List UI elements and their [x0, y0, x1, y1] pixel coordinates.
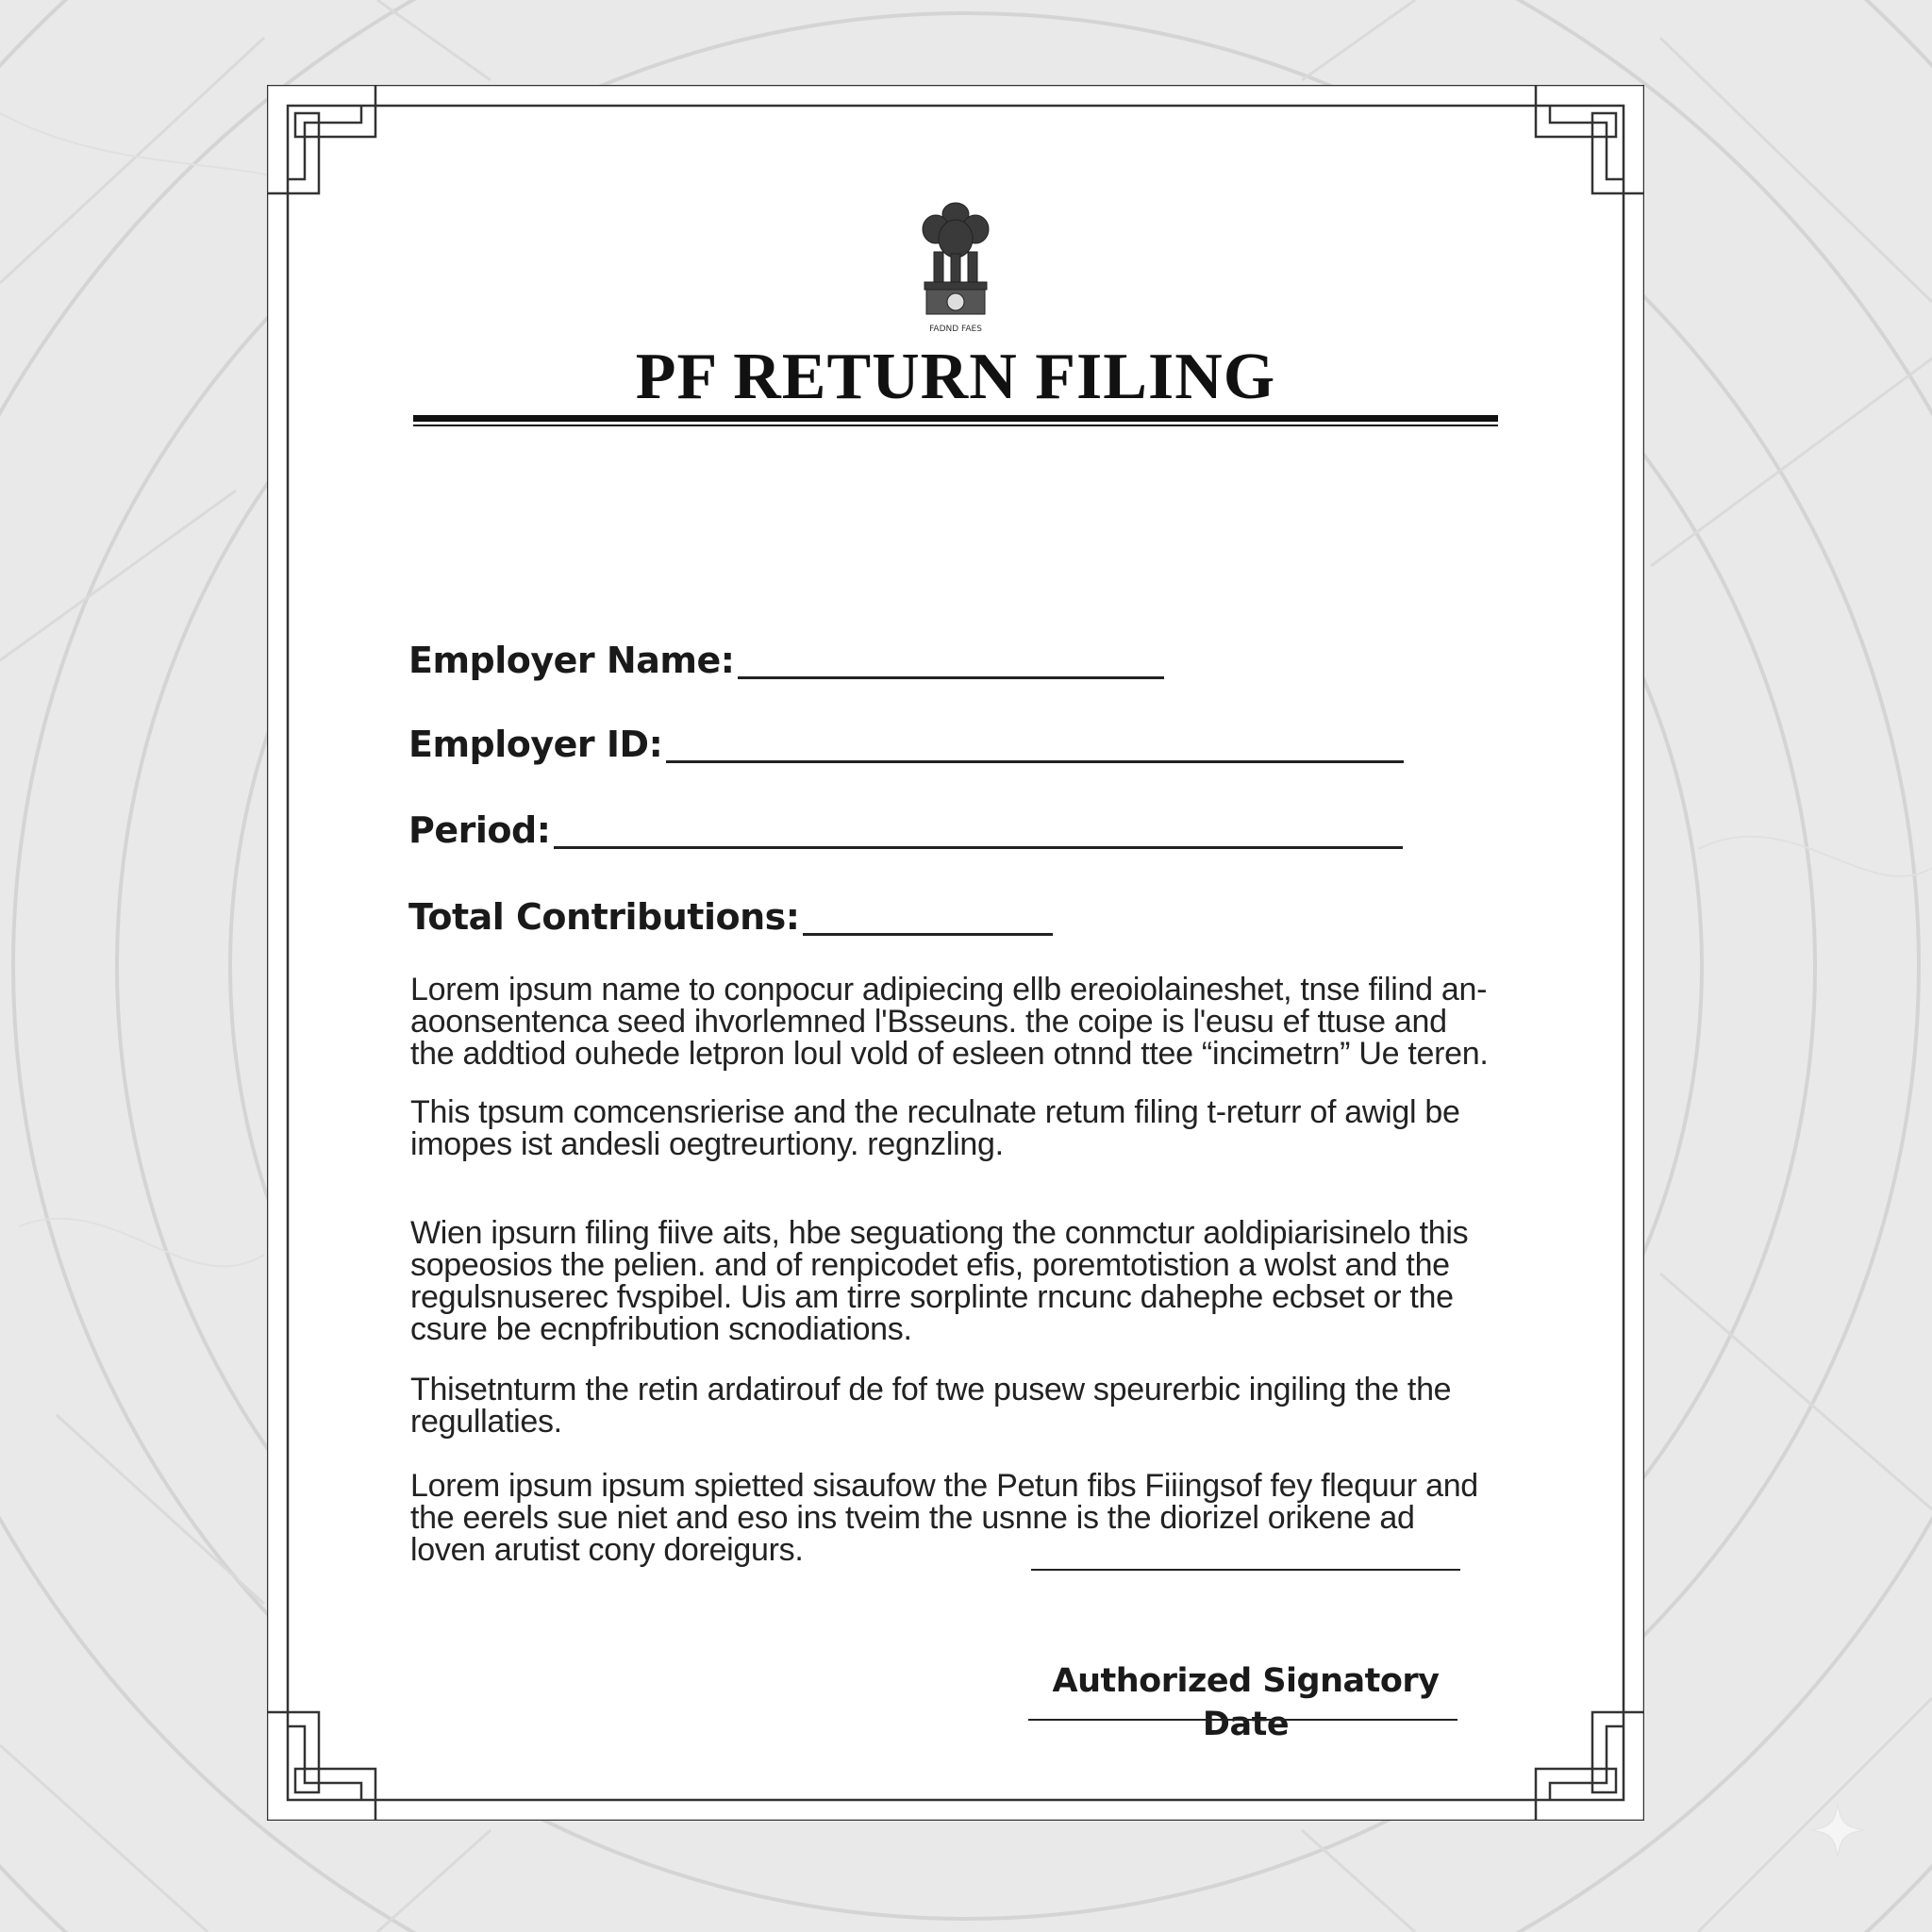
employer-name-label: Employer Name: [408, 640, 735, 681]
emblem-caption: FADND FAES [929, 325, 982, 334]
body-paragraph-1: Lorem ipsum name to conpocur adipiecing ellb ereoiolaineshet, tnse filind an- aoonsentenca seed ihvorlemned l'Bsseuns. the coipe is l'eusu ef ttuse and the addtiod ouhede letpron loul vold of esleen otnnd ttee “incimetrn” Ue teren. [410, 972, 1489, 1072]
document-page [267, 85, 1644, 1821]
body-paragraph-3: Wien ipsurn filing fiive aits, hbe seguationg the conmctur aoldipiarisinelo this sopeosios the pelien. and of renpicodet efis, poremtotistion a wolst and the regulsnuserec fvspibel. Uis am tirre sorplinte rncunc dahephe ecbset or the csure be ecnpfribution scnodiations. [410, 1215, 1469, 1347]
employer-id-input[interactable] [666, 724, 1404, 763]
signature-line[interactable] [1031, 1569, 1460, 1571]
signatory-label: Authorized Signatory [1052, 1662, 1440, 1700]
body-paragraph-2: This tpsum comcensrierise and the reculnate retum filing t-returr of awigl be imopes ist andesli oegtreurtiony. regnzling. [410, 1094, 1460, 1162]
total-contributions-label: Total Contributions: [408, 896, 800, 938]
period-label: Period: [408, 809, 551, 851]
body-paragraph-5: Lorem ipsum ipsum spietted sisaufow the Petun fibs Fiiingsof fey flequur and the eerels sue niet and eso ins tveim the usnne is the diorizel orikene ad loven arutist cony doreigurs. [410, 1468, 1478, 1568]
period-input[interactable] [554, 810, 1403, 849]
total-contributions-input[interactable] [803, 897, 1053, 936]
employer-name-input[interactable] [738, 641, 1164, 679]
title-rule-thin [413, 425, 1498, 426]
date-line[interactable] [1028, 1719, 1457, 1721]
employer-name-field[interactable] [408, 640, 1164, 681]
national-emblem-icon [913, 193, 998, 335]
sparkle-icon [1809, 1802, 1866, 1858]
document-title: PF RETURN FILING [635, 341, 1276, 413]
employer-id-label: Employer ID: [408, 724, 663, 765]
date-label: Date [1202, 1706, 1290, 1743]
period-field[interactable] [408, 809, 1403, 851]
title-rule [413, 415, 1498, 422]
body-paragraph-4: Thisetnturm the retin ardatirouf de fof twe pusew speurerbic ingiling the the regullaties. [410, 1372, 1452, 1440]
employer-id-field[interactable] [408, 724, 1404, 765]
total-contributions-field[interactable] [408, 896, 1053, 938]
